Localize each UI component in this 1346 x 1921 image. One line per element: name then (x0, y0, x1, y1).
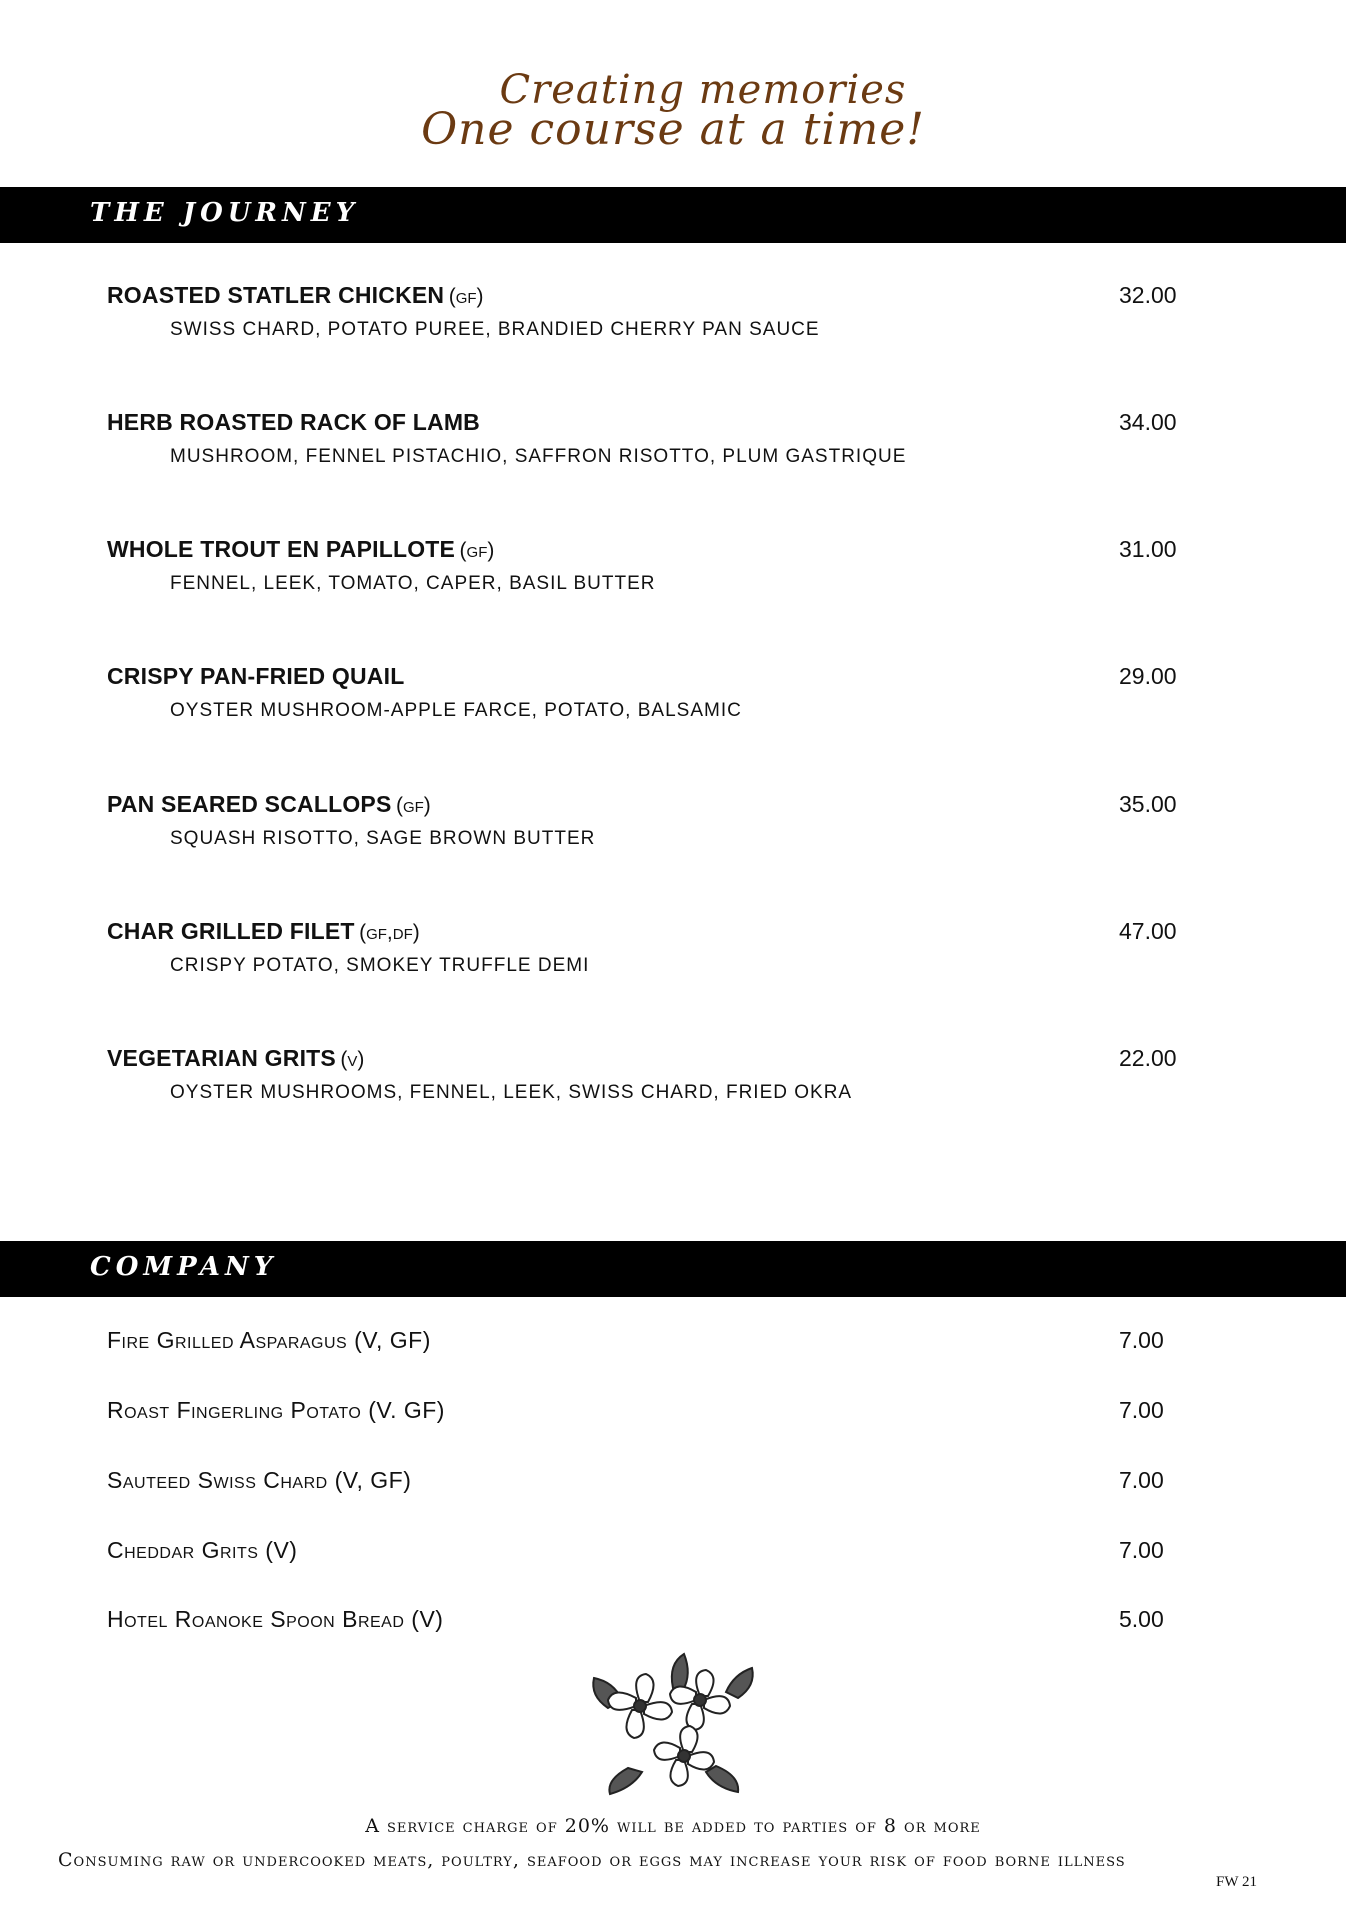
side-item-name: Hotel Roanoke Spoon Bread (V) (107, 1606, 444, 1632)
menu-item (107, 1045, 1207, 1104)
dish-diet-tag: (gf) (448, 285, 484, 308)
dish-diet-tag: (gf) (459, 539, 495, 562)
menu-item (107, 791, 1207, 850)
side-item-price: 7.00 (1119, 1397, 1164, 1423)
side-item-price: 5.00 (1119, 1606, 1164, 1632)
dish-description: OYSTER MUSHROOMS, FENNEL, LEEK, SWISS CHARD, FRIED OKRA (170, 1082, 853, 1103)
dish-description: CRISPY POTATO, SMOKEY TRUFFLE DEMI (170, 955, 590, 976)
dish-price: 29.00 (1119, 663, 1177, 689)
dish-diet-tag: (gf,df) (359, 921, 420, 944)
dogwood-flower-icon (588, 1648, 758, 1798)
dish-name: VEGETARIAN GRITS (107, 1045, 336, 1071)
side-item-name: Sauteed Swiss Chard (V, GF) (107, 1467, 412, 1493)
dish-diet-tag: (gf) (395, 794, 431, 817)
menu-item (107, 663, 1207, 722)
dish-description: OYSTER MUSHROOM-APPLE FARCE, POTATO, BALSAMIC (170, 700, 742, 721)
dish-description: SWISS CHARD, POTATO PUREE, BRANDIED CHERRY PAN SAUCE (170, 319, 820, 340)
dish-price: 35.00 (1119, 791, 1177, 817)
dish-name: HERB ROASTED RACK OF LAMB (107, 409, 480, 435)
section-band-company (0, 1241, 1346, 1297)
side-item-price: 7.00 (1119, 1467, 1164, 1493)
dish-price: 47.00 (1119, 918, 1177, 944)
section-title-company: COMPANY (90, 1252, 278, 1282)
dish-name: CHAR GRILLED FILET (107, 918, 355, 944)
menu-item (107, 409, 1207, 468)
menu-item (107, 536, 1207, 595)
tagline-line-1: Creating memories (499, 67, 907, 113)
side-item-price: 7.00 (1119, 1327, 1164, 1353)
dish-name: WHOLE TROUT EN PAPILLOTE (107, 536, 456, 562)
dish-price: 22.00 (1119, 1045, 1177, 1071)
dish-diet-tag: (v) (340, 1048, 365, 1071)
dish-name: PAN SEARED SCALLOPS (107, 791, 392, 817)
service-charge-note: A service charge of 20% will be added to parties of 8 or more (365, 1815, 981, 1837)
menu-code: FW 21 (1216, 1874, 1257, 1890)
section-title-journey: THE JOURNEY (90, 198, 360, 228)
dish-description: FENNEL, LEEK, TOMATO, CAPER, BASIL BUTTER (170, 573, 656, 594)
dish-price: 32.00 (1119, 282, 1177, 308)
dish-description: MUSHROOM, FENNEL PISTACHIO, SAFFRON RISOTTO, PLUM GASTRIQUE (170, 446, 907, 467)
dish-name: ROASTED STATLER CHICKEN (107, 282, 445, 308)
food-safety-warning: Consuming raw or undercooked meats, poultry, seafood or eggs may increase your risk of food borne illness (58, 1849, 1126, 1871)
side-item-name: Fire Grilled Asparagus (V, GF) (107, 1327, 431, 1353)
side-item-price: 7.00 (1119, 1537, 1164, 1563)
tagline-line-2: One course at a time! (421, 104, 925, 155)
menu-item (107, 282, 1207, 341)
dish-price: 34.00 (1119, 409, 1177, 435)
menu-item (107, 918, 1207, 977)
dish-name: CRISPY PAN-FRIED QUAIL (107, 663, 405, 689)
side-item-name: Roast Fingerling Potato (V. GF) (107, 1397, 445, 1423)
section-band-journey (0, 187, 1346, 243)
side-item-name: Cheddar Grits (V) (107, 1537, 298, 1563)
dish-price: 31.00 (1119, 536, 1177, 562)
dish-description: SQUASH RISOTTO, SAGE BROWN BUTTER (170, 828, 596, 849)
